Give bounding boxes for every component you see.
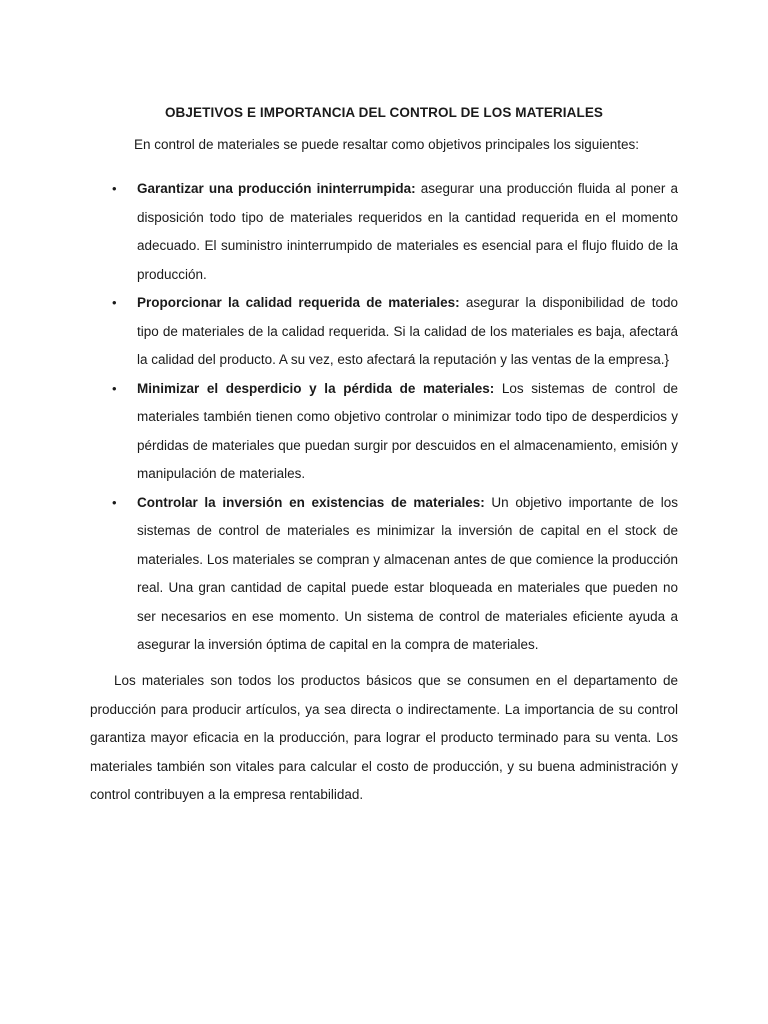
bullet-icon: •	[112, 380, 117, 396]
bullet-heading: Controlar la inversión en existencias de materiales:	[137, 494, 485, 510]
bullet-icon: •	[112, 295, 117, 310]
list-item	[112, 175, 678, 289]
objectives-list	[112, 175, 678, 660]
bullet-text: Un objetivo importante de los sistemas de control de materiales es minimizar la inversión de capital en el stock de materiales. Los materiales se compran y almacenan antes de que comience la producción real. Una gran cantidad de capital puede estar bloqueada en materiales que pueden no ser necesarios en ese momento. Un sistema de control de materiales eficiente ayuda a asegurar la inversión óptima de capital en la compra de materiales.	[137, 494, 678, 652]
bullet-icon: •	[112, 181, 117, 196]
bullet-heading: Minimizar el desperdicio y la pérdida de materiales:	[137, 380, 495, 396]
bullet-heading: Proporcionar la calidad requerida de materiales:	[137, 295, 460, 310]
bullet-text: Los sistemas de control de materiales también tienen como objetivo controlar o minimizar todo tipo de desperdicios y pérdidas de materiales que puedan surgir por descuidos en el almacenamiento, emisión y manipulación de materiales.	[137, 380, 678, 481]
bullet-heading: Garantizar una producción ininterrumpida:	[137, 181, 416, 196]
bullet-text: asegurar la disponibilidad de todo tipo de materiales de la calidad requerida. Si la calidad de los materiales es baja, afectará la calidad del producto. A su vez, esto afectará la reputación y las ventas de la empresa.}	[137, 295, 678, 367]
list-item	[112, 289, 678, 375]
list-item	[112, 375, 678, 489]
intro-paragraph: En control de materiales se puede resaltar como objetivos principales los siguientes:	[134, 137, 640, 152]
bullet-icon: •	[112, 494, 117, 510]
bullet-text: asegurar una producción fluida al poner a disposición todo tipo de materiales requeridos en la cantidad requerida en el momento adecuado. El suministro ininterrumpido de materiales es esencial para el flujo fluido de la producción.	[137, 181, 678, 282]
list-item	[112, 489, 678, 660]
document-title: OBJETIVOS E IMPORTANCIA DEL CONTROL DE LOS MATERIALES	[164, 105, 604, 120]
closing-paragraph: Los materiales son todos los productos básicos que se consumen en el departamento de producción para producir artículos, ya sea directa o indirectamente. La importancia de su control garantiza mayor eficacia en la producción, para lograr el producto terminado para su venta. Los materiales también son vitales para calcular el costo de producción, y su buena administración y control contribuyen a la empresa rentabilidad.	[90, 673, 678, 802]
